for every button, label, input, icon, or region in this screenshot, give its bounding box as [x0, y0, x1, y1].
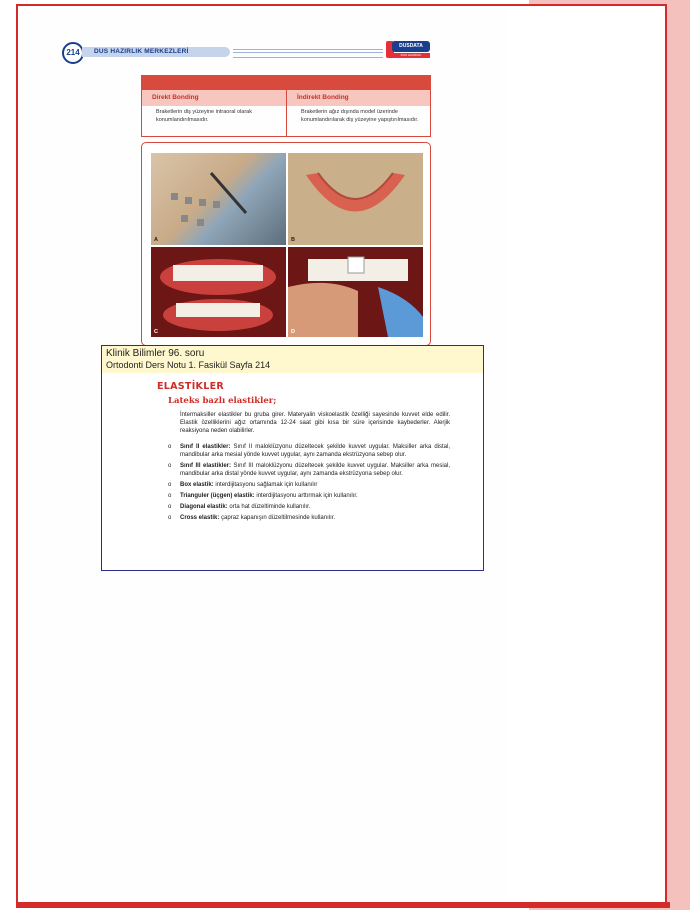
item-term: Cross elastik:: [180, 515, 220, 521]
item-term: Sınıf II elastikler:: [180, 444, 231, 450]
photo-b-drawing: [288, 153, 423, 245]
table-cell-direct: Braketlerin diş yüzeyine intraoral olarak konumlandırılmasıdır.: [156, 109, 252, 123]
photo-a-drawing: [151, 153, 286, 245]
photo-label-a: A: [154, 237, 158, 243]
section-title: ELASTİKLER: [157, 381, 224, 392]
clinical-photo-figure: [141, 142, 431, 346]
note-subtitle: Ortodonti Ders Notu 1. Fasikül Sayfa 214: [106, 360, 271, 370]
bottom-red-bar: [16, 902, 670, 908]
page-frame: [16, 4, 667, 905]
list-item: [168, 514, 450, 522]
dusdata-logo: [386, 41, 432, 61]
bullet-icon: o: [168, 504, 172, 510]
item-text: çapraz kapanışın düzeltilmesinde kullanılır.: [219, 515, 336, 521]
bullet-icon: o: [168, 463, 172, 469]
list-item: [168, 443, 450, 459]
table-cell-indirect: Braketlerin ağız dışında model üzerinde konumlandırılarak diş yüzeyine yapıştırılmasıdır.: [301, 109, 419, 123]
item-term: Sınıf III elastikler:: [180, 463, 231, 469]
table-top-band: [142, 76, 430, 90]
header-rule-lines: [233, 49, 383, 58]
list-item: [168, 492, 450, 500]
note-title: Klinik Bilimler 96. soru: [106, 348, 205, 359]
list-item: [168, 503, 450, 511]
page-number: 214: [62, 42, 84, 64]
item-text: Sınıf II maloklüzyonu düzeltecek şekilde kuvvet uygular. Maksiller arka distal, mandibular arka mesial yönde kuvvet uygular, aynı zamanda ekstrüzyona sebep olur.: [180, 444, 451, 458]
source-note-box: [101, 345, 484, 374]
bullet-icon: o: [168, 482, 172, 488]
bullet-icon: o: [168, 515, 172, 521]
elastic-types-list: [168, 443, 450, 525]
bullet-icon: o: [168, 444, 172, 450]
photo-c-dental-arch: [151, 247, 286, 337]
header-title: DUS HAZIRLIK MERKEZLERİ: [94, 48, 189, 55]
bonding-table: [141, 75, 431, 137]
list-item: [168, 481, 450, 489]
photo-d-drawing: [288, 247, 423, 337]
photo-a-direct-bonding: [151, 153, 286, 245]
item-text: orta hat düzeltiminde kullanılır.: [227, 504, 311, 510]
document-page: [18, 6, 506, 903]
photo-b-indirect-tray: [288, 153, 423, 245]
item-text: interdijitasyonu sağlamak için kullanılır: [213, 482, 318, 488]
table-head-direct: Direkt Bonding: [142, 90, 286, 106]
item-text: interdijitasyonu arttırmak için kullanılır.: [254, 493, 358, 499]
photo-label-c: C: [154, 329, 158, 335]
photo-label-d: D: [291, 329, 295, 335]
photo-d-bracket-placement: [288, 247, 423, 337]
elastics-content-box: [101, 373, 484, 571]
list-item: [168, 462, 450, 478]
item-term: Diagonal elastik:: [180, 504, 228, 510]
item-term: Box elastik:: [180, 482, 214, 488]
logo-wordmark: DUSDATA: [392, 41, 430, 52]
logo-subtitle: DUS HAZIRLIK MERKEZLERİ: [392, 53, 430, 58]
bullet-icon: o: [168, 493, 172, 499]
item-text: Sınıf III maloklüzyonu düzeltecek şekilde kuvvet uygular. Maksiller arka mesial, mandibular arka distal yönde kuvvet uygular, aynı zamanda ekstrüzyona sebep olur.: [180, 463, 450, 477]
item-term: Trianguler (üçgen) elastik:: [180, 493, 255, 499]
photo-label-b: B: [291, 237, 295, 243]
subsection-title: Lateks bazlı elastikler;: [168, 396, 277, 406]
intro-paragraph: İntermaksiller elastikler bu gruba girer. Materyalin viskoelastik özelliği sayesinde kuvvet elde edilir. Elastik özelliklerini ağız ortamında 12-24 saat gibi kısa bir süre içerisinde kaybederler. Alerjik reaksiyona neden olabilirler.: [180, 412, 450, 434]
photo-c-drawing: [151, 247, 286, 337]
table-head-indirect: İndirekt Bonding: [287, 90, 430, 106]
